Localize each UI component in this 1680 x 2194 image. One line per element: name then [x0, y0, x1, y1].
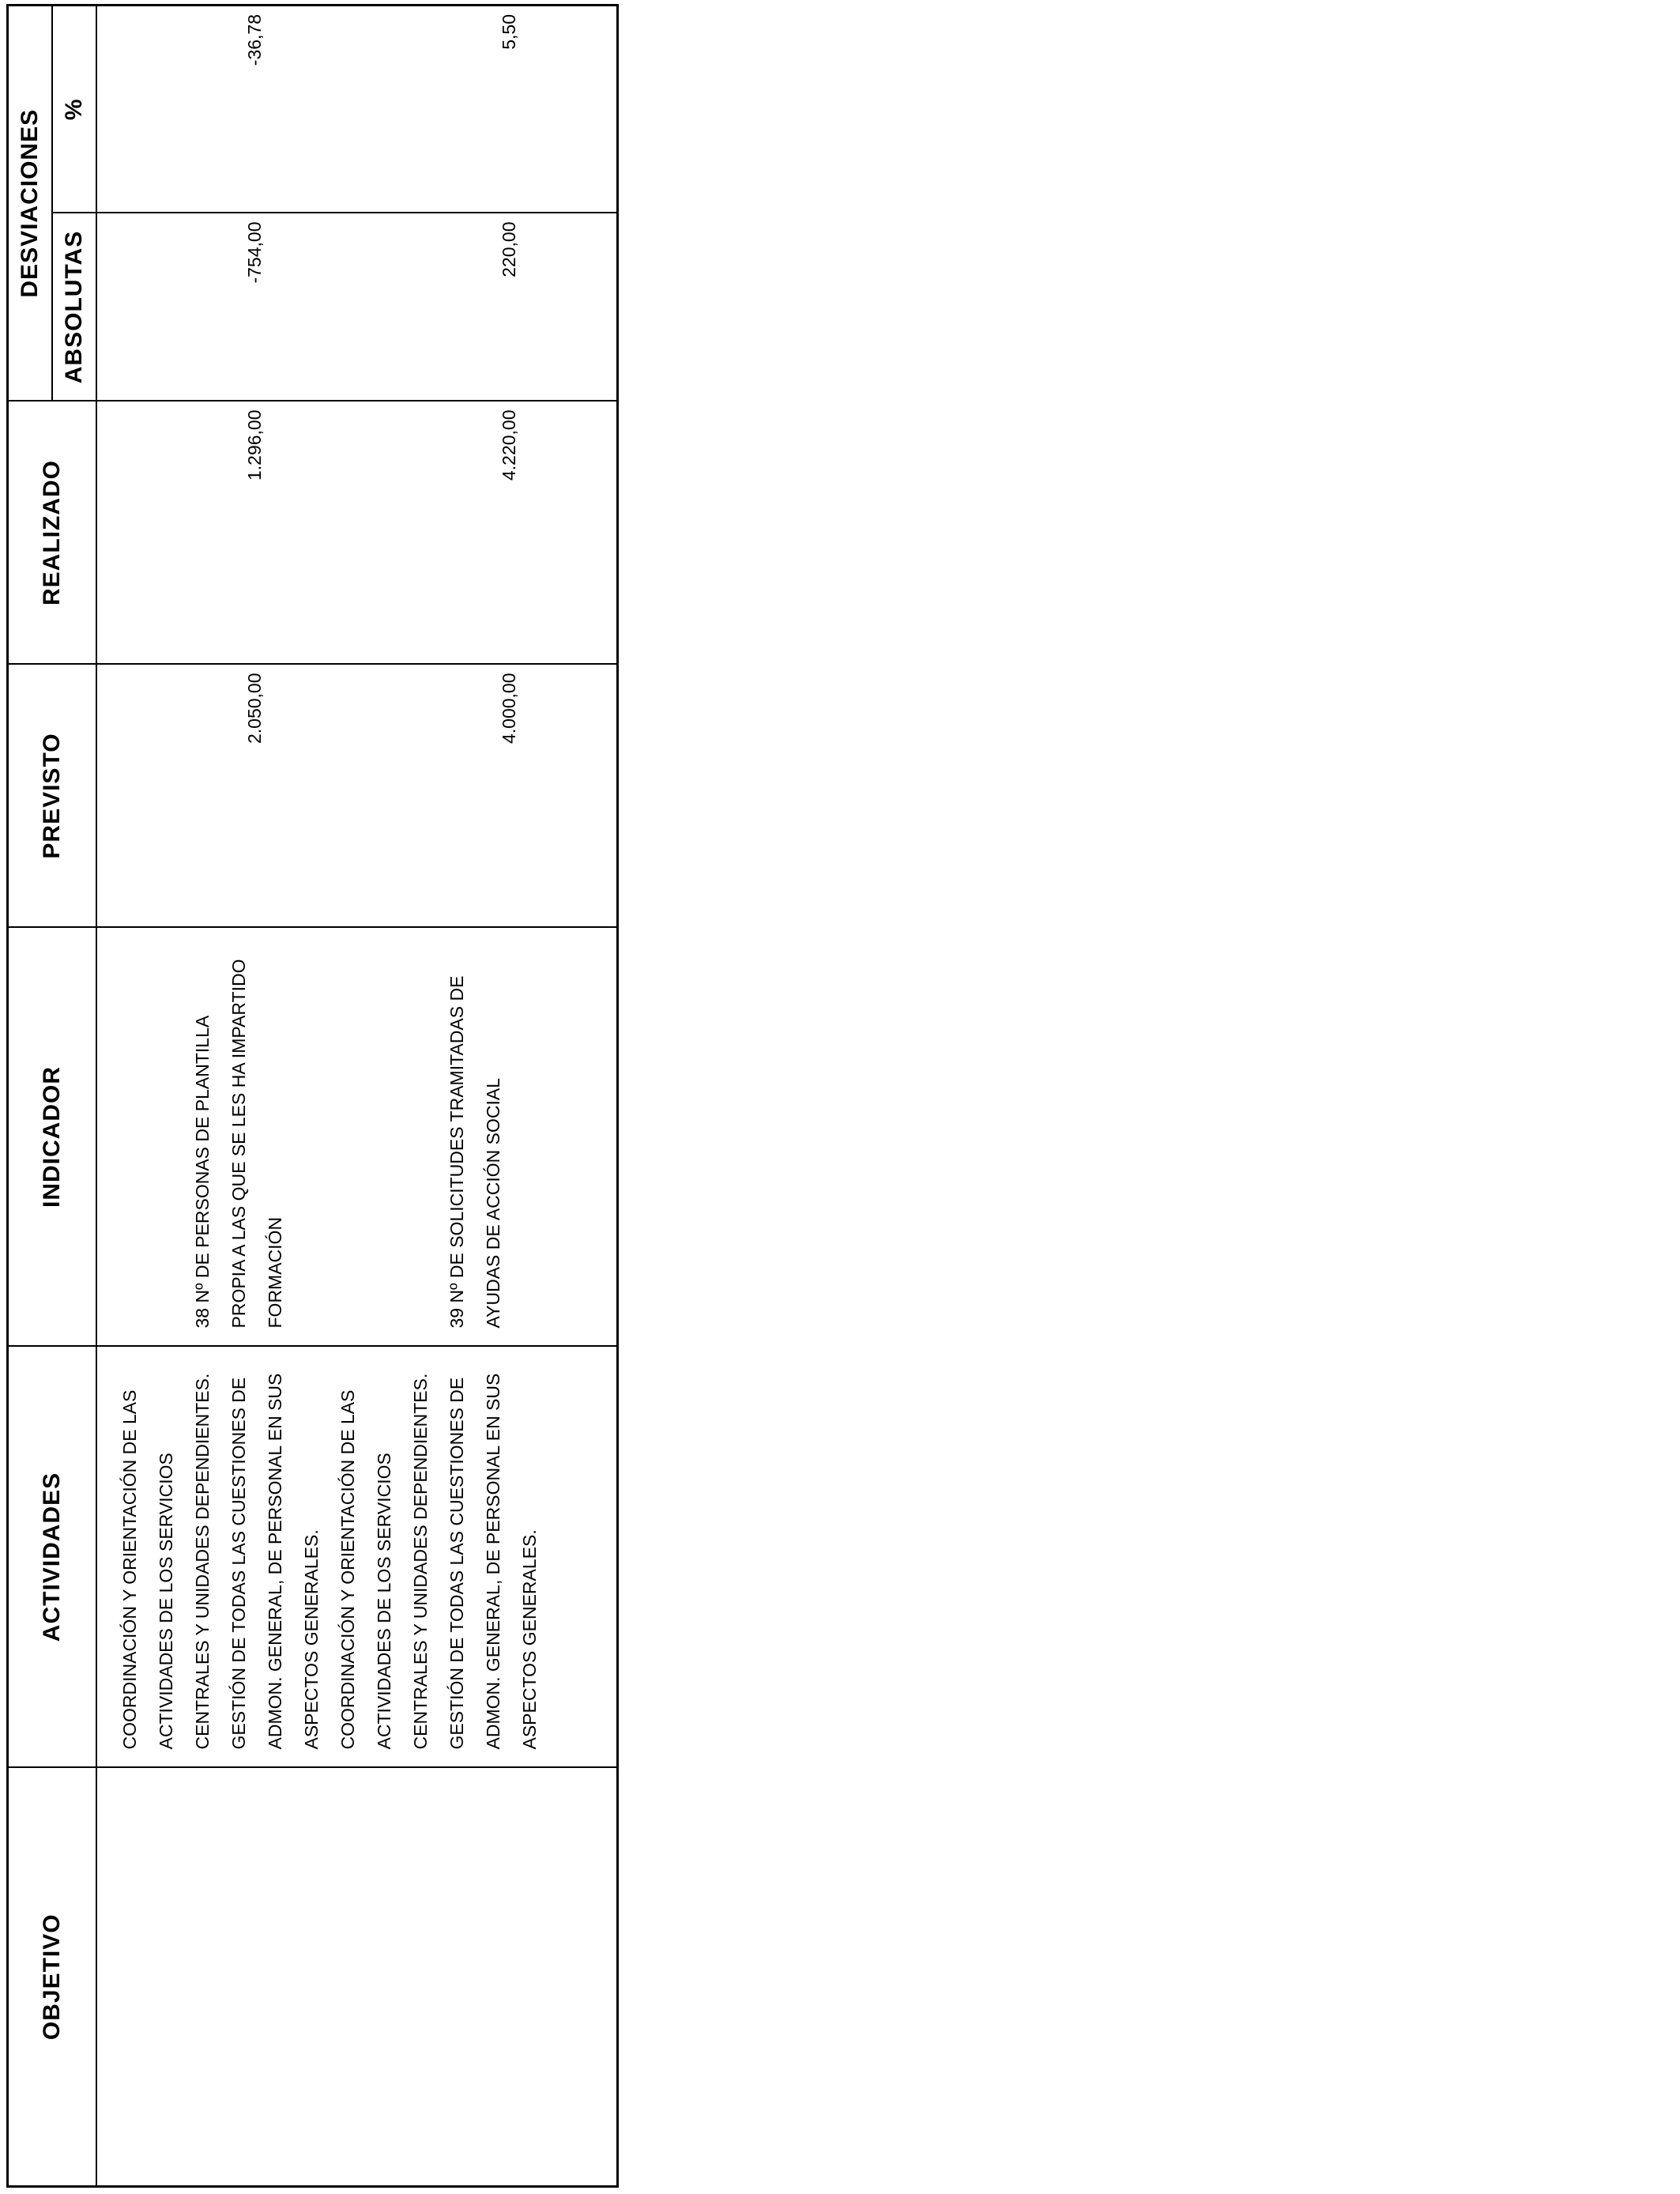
header-previsto: PREVISTO [8, 665, 96, 928]
realizado-value-39: 4.220,00 [498, 409, 519, 481]
previsto-value-38: 2.050,00 [243, 673, 265, 745]
objectives-table [6, 4, 619, 2188]
actividades-cell [96, 1347, 618, 1768]
indicador-block-39 [439, 957, 511, 1346]
header-indicador: INDICADOR [8, 928, 96, 1347]
actividad-text-1: COORDINACIÓN Y ORIENTACIÓN DE LAS ACTIVIDADES DE LOS SERVICIOS CENTRALES Y UNIDADES DEPENDIENTES. GESTIÓN DE TODAS LAS CUESTIONES DE ADMON. GENERAL, DE PERSONAL EN SUS ASPECTOS GENERALES. [119, 1373, 322, 1750]
header-porcentaje: % [52, 6, 96, 213]
header-absolutas: ABSOLUTAS [52, 213, 96, 401]
actividad-text-2: COORDINACIÓN Y ORIENTACIÓN DE LAS ACTIVIDADES DE LOS SERVICIOS CENTRALES Y UNIDADES DEPENDIENTES. GESTIÓN DE TODAS LAS CUESTIONES DE ADMON. GENERAL, DE PERSONAL EN SUS ASPECTOS GENERALES. [337, 1373, 540, 1750]
indicador-cell [96, 928, 618, 1347]
header-desviaciones: DESVIACIONES [8, 6, 52, 401]
header-objetivo: OBJETIVO [8, 1768, 96, 2187]
indicador-block-38 [184, 957, 293, 1346]
objetivo-cell [96, 1768, 618, 2187]
rotated-table-frame [6, 6, 619, 2188]
absolutas-value-38: -754,00 [243, 221, 265, 284]
indicador-text-39: 39 Nº DE SOLICITUDES TRAMITADAS DE AYUDAS DE ACCIÓN SOCIAL [446, 975, 503, 1329]
realizado-value-38: 1.296,00 [243, 409, 265, 481]
absolutas-cell [96, 213, 618, 401]
realizado-cell [96, 401, 618, 665]
absolutas-value-39: 220,00 [498, 221, 519, 277]
header-actividades: ACTIVIDADES [8, 1347, 96, 1768]
porcentaje-value-38: -36,78 [243, 14, 265, 66]
previsto-cell [96, 665, 618, 928]
previsto-value-39: 4.000,00 [498, 673, 519, 745]
indicador-text-38: 38 Nº DE PERSONAS DE PLANTILLA PROPIA A LAS QUE SE LES HA IMPARTIDO FORMACIÓN [191, 959, 285, 1329]
porcentaje-value-39: 5,50 [498, 14, 519, 50]
porcentaje-cell [96, 6, 618, 213]
header-realizado: REALIZADO [8, 401, 96, 665]
